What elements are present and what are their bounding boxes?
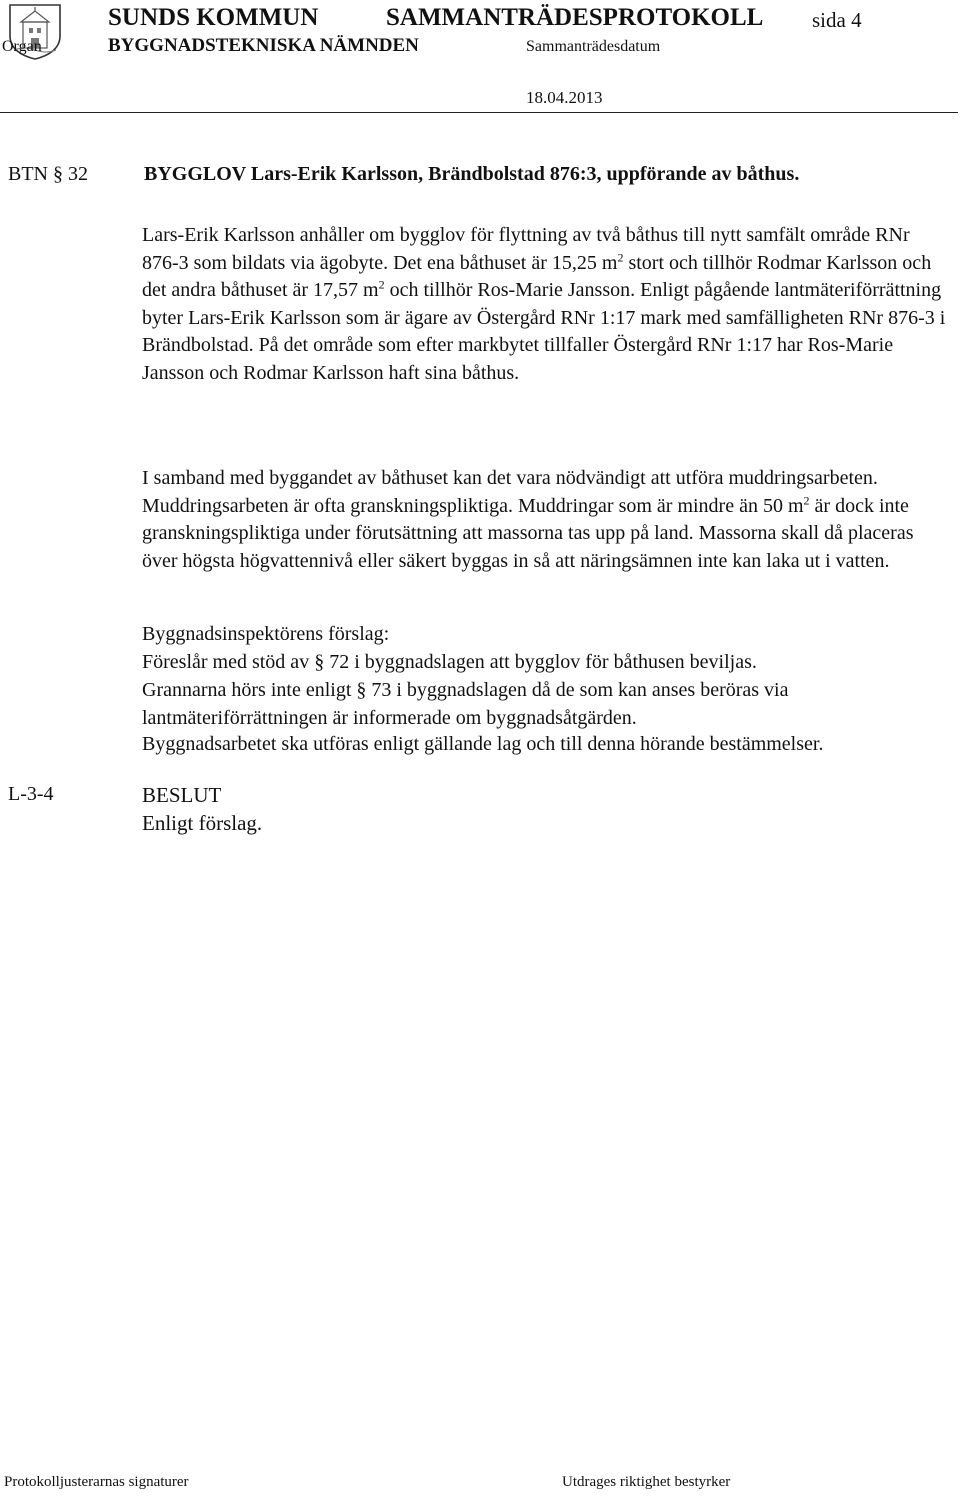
footer-signatures-label: Protokolljusterarnas signaturer (4, 1474, 189, 1490)
document-title: SAMMANTRÄDESPROTOKOLL (386, 4, 764, 31)
meeting-date: 18.04.2013 (526, 88, 603, 107)
proposal-line: Föreslår med stöd av § 72 i byggnadslagen att bygglov för båthusen beviljas. (142, 651, 757, 673)
organ-name: BYGGNADSTEKNISKA NÄMNDEN (108, 35, 419, 56)
proposal-line: Grannarna hörs inte enligt § 73 i byggnadslagen då de som kan anses beröras via lantmäteriförrättningen är informerade om byggnadsåtgärden. (142, 679, 789, 729)
item-title: BYGGLOV Lars-Erik Karlsson, Brändbolstad 876:3, uppförande av båthus. (144, 163, 800, 185)
footer-certification-label: Utdrages riktighet bestyrker (562, 1474, 731, 1490)
background-paragraph: Lars-Erik Karlsson anhåller om bygglov för flyttning av två båthus till nytt samfält område RNr 876-3 som bildats via ägobyte. Det ena båthuset är 15,25 $m^2$ stort och tillhör Rodmar Karlsson och det andra båthuset är 17,57 $m^2$ och tillhör Ros-Marie Jansson. Enligt pågående lantmäteriförrättning byter Lars-Erik Karlsson som är ägare av Östergård RNr 1:17 mark med samfälligheten RNr 876-3 i Brändbolstad. På det område som efter markbytet tillfaller Östergård RNr 1:17 har Ros-Marie Jansson och Rodmar Karlsson haft sina båthus. (142, 224, 946, 384)
proposal-heading: Byggnadsinspektörens förslag: (142, 623, 390, 645)
page-number: sida 4 (812, 8, 862, 32)
decision-text: Enligt förslag. (142, 811, 263, 835)
decision-reference: L-3-4 (8, 783, 54, 805)
organ-label: Organ (2, 38, 42, 55)
municipality-name: SUNDS KOMMUN (108, 4, 319, 31)
header-divider (0, 112, 958, 113)
paragraph-reference: BTN § 32 (8, 163, 88, 185)
proposal-line: Byggnadsarbetet ska utföras enligt gällande lag och till denna hörande bestämmelser. (142, 733, 824, 755)
meeting-date-label: Sammanträdesdatum (526, 38, 661, 55)
decision-heading: BESLUT (142, 783, 222, 807)
dredging-paragraph: I samband med byggandet av båthuset kan det vara nödvändigt att utföra muddringsarbeten. Muddringsarbeten är ofta granskningspliktiga. Muddringar som är mindre än 50 $m^2$ är dock inte granskningspliktiga under förutsättning att massorna tas upp på land. Massorna skall då placeras över högsta högvattennivå eller säkert byggas in så att näringsämnen inte kan laka ut i vatten. (142, 467, 914, 572)
